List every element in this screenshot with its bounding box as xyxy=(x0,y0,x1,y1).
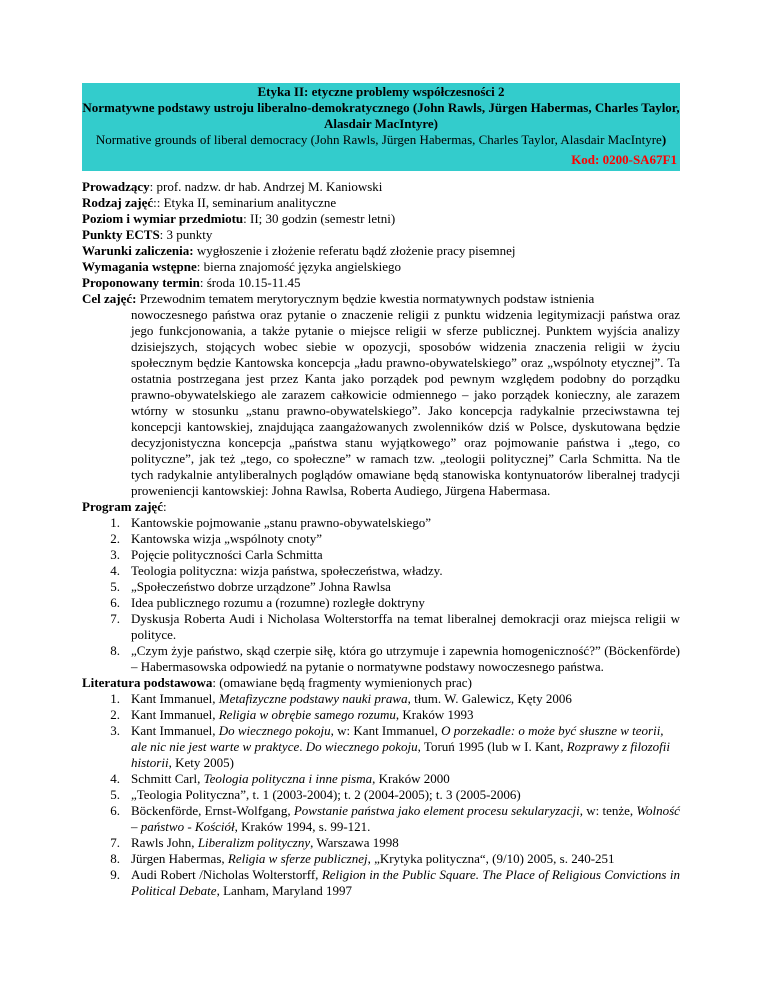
course-details xyxy=(82,179,680,899)
field-program: Program zajęć: xyxy=(82,499,167,514)
field-ects: Punkty ECTS: 3 punkty xyxy=(82,227,213,242)
list-item: 1. Kantowskie pojmowanie „stanu prawno-obywatelskiego” xyxy=(110,515,432,530)
field-goal: Cel zajęć: Przewodnim tematem merytorycznym będzie kwestia normatywnych podstaw istnienia xyxy=(82,291,595,306)
course-code: Kod: 0200-SA67F1 xyxy=(571,152,677,167)
list-item: 3. Pojęcie polityczności Carla Schmitta xyxy=(110,547,323,562)
course-english-title: Normative grounds of liberal democracy (John Rawls, Jürgen Habermas, Charles Taylor, Alasdair MacIntyre) xyxy=(95,132,667,147)
field-schedule: Proponowany termin: środa 10.15-11.45 xyxy=(82,275,301,290)
literature-list xyxy=(82,691,680,899)
list-item: 6. Idea publicznego rozumu a (rozumne) rozległe doktryny xyxy=(110,595,425,610)
course-title: Etyka II: etyczne problemy współczesności 2 xyxy=(257,84,505,99)
field-instructor: Prowadzący: prof. nadzw. dr hab. Andrzej M. Kaniowski xyxy=(82,179,383,194)
list-item: 6. Böckenförde, Ernst-Wolfgang, Powstanie państwa jako element procesu sekularyzacji, w: tenże, Wolność – państwo - Kościół, Kraków 1994, s. 99-121. xyxy=(110,803,680,834)
list-item: 4. Schmitt Carl, Teologia polityczna i inne pisma, Kraków 2000 xyxy=(110,771,450,786)
list-item: 4. Teologia polityczna: wizja państwa, społeczeństwa, władzy. xyxy=(110,563,443,578)
list-item: 5. „Teologia Polityczna”, t. 1 (2003-2004); t. 2 (2004-2005); t. 3 (2005-2006) xyxy=(110,787,521,802)
field-level: Poziom i wymiar przedmiotu: II; 30 godzin (semestr letni) xyxy=(82,211,396,226)
field-type: Rodzaj zajęć:: Etyka II, seminarium analityczne xyxy=(82,195,337,210)
program-list xyxy=(82,515,680,675)
list-item: 7. Dyskusja Roberta Audi i Nicholasa Wolterstorffa na temat liberalnej demokracji oraz miejsca religii w polityce. xyxy=(110,611,680,642)
list-item: 2. Kantowska wizja „wspólnoty cnoty” xyxy=(110,531,322,546)
list-item: 2. Kant Immanuel, Religia w obrębie samego rozumu, Kraków 1993 xyxy=(110,707,474,722)
list-item: 9. Audi Robert /Nicholas Wolterstorff, Religion in the Public Square. The Place of Religious Convictions in Political Debate, Lanham, Maryland 1997 xyxy=(110,867,680,898)
goal-paragraph: nowoczesnego państwa oraz pytanie o znaczenie religii z punktu widzenia legitymizacji państwa oraz jego funkcjonowania, a także pytanie o miejsce religii w sferze publicznej. Punktem wyjścia analizy dzisiejszych, stojących wobec siebie w opozycji, sposobów widzenia znaczenia religii w życiu społecznym będzie Kantowska koncepcja „ładu prawno-obywatelskiego” oraz „wspólnoty etycznej”. Ta ostatnia postrzegana jest przez Kanta jako porządek pod pewnym względem podobny do porządku prawno-obywatelskiego ale zarazem całkowicie odmiennego – jako porządek konieczny, ale zarazem wtórny w stosunku „stanu prawno-obywatelskiego”. Jako koncepcja radykalnie przeciwstawna tej koncepcji kantowskiej, znajdująca zaangażowanych zwolenników dziś w Polsce, dyskutowana będzie decyzjonistyczna koncepcja „państwa stanu wyjątkowego” oraz pojmowanie państwa i „tego, co polityczne”, jak też „tego, co społeczne” w ramach tzw. „teologii politycznej” Carla Schmitta. Na tle tych radykalnie antyliberalnych poglądów omawiane będą stanowiska kontynuatorów liberalnej tradycji proweniencji kantowskiej: Johna Rawlsa, Roberta Audiego, Jürgena Habermasa. xyxy=(131,307,680,498)
course-header-box xyxy=(82,83,680,171)
field-prerequisites: Wymagania wstępne: bierna znajomość języka angielskiego xyxy=(82,259,402,274)
list-item: 3. Kant Immanuel, Do wiecznego pokoju, w: Kant Immanuel, O porzekadle: o może być słuszne w teorii, ale nic nie jest warte w praktyce. Do wiecznego pokoju, Toruń 1995 (lub w I. Kant, Rozprawy z filozofii historii, Kety 2005) xyxy=(110,723,671,770)
list-item: 8. „Czym żyje państwo, skąd czerpie siłę, która go utrzymuje i zapewnia homogeniczność?” (Böckenförde) – Habermasowska odpowiedź na pytanie o normatywne podstawy nowoczesnego państwa. xyxy=(110,643,680,674)
list-item: 1. Kant Immanuel, Metafizyczne podstawy nauki prawa, tłum. W. Galewicz, Kęty 2006 xyxy=(110,691,572,706)
course-subtitle: Normatywne podstawy ustroju liberalno-demokratycznego (John Rawls, Jürgen Habermas, Charles Taylor, Alasdair MacIntyre) xyxy=(82,100,680,131)
field-requirements: Warunki zaliczenia: wygłoszenie i złożenie referatu bądź złożenie pracy pisemnej xyxy=(82,243,516,258)
field-literature: Literatura podstawowa: (omawiane będą fragmenty wymienionych prac) xyxy=(82,675,472,690)
list-item: 8. Jürgen Habermas, Religia w sferze publicznej, „Krytyka polityczna“, (9/10) 2005, s. 240-251 xyxy=(110,851,615,866)
list-item: 5. „Społeczeństwo dobrze urządzone” Johna Rawlsa xyxy=(110,579,391,594)
list-item: 7. Rawls John, Liberalizm polityczny, Warszawa 1998 xyxy=(110,835,399,850)
